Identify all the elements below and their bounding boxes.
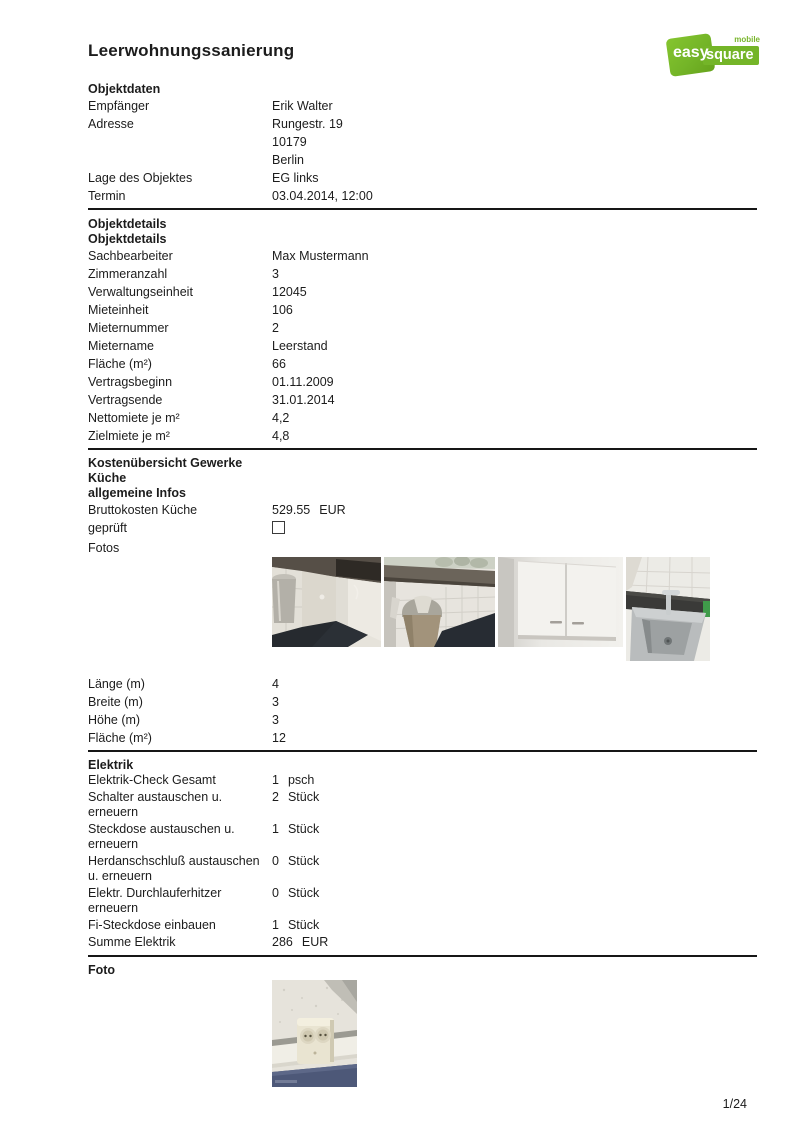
field-value <box>272 918 757 933</box>
row-sachbearbeiter <box>88 247 757 265</box>
field-value <box>272 519 757 539</box>
field-value: 3 <box>272 267 279 281</box>
field-label: Mietername <box>88 339 154 353</box>
field-label: Fotos <box>88 541 120 555</box>
field-label: Fläche (m²) <box>88 357 152 371</box>
row-flaeche-raum <box>88 729 757 747</box>
row-zimmeranzahl <box>88 265 757 283</box>
row-termin <box>88 187 757 205</box>
row-laenge <box>88 675 757 693</box>
field-value: 4,2 <box>272 411 290 425</box>
field-label: Lage des Objektes <box>88 171 193 185</box>
quantity-unit: Stück <box>287 918 320 932</box>
field-value: 66 <box>272 357 286 371</box>
logo-text-mobile: mobile <box>734 35 760 44</box>
field-value: 106 <box>272 303 293 317</box>
row-breite <box>88 693 757 711</box>
field-label: Termin <box>88 189 126 203</box>
document-content <box>88 40 757 1095</box>
field-label: geprüft <box>88 521 127 535</box>
field-value <box>272 854 757 869</box>
row-verwaltungseinheit <box>88 283 757 301</box>
field-value <box>272 501 757 519</box>
field-label: Sachbearbeiter <box>88 249 173 263</box>
section-elektrik <box>88 752 757 957</box>
quantity-unit: Stück <box>287 886 320 900</box>
room-measurements <box>88 675 757 747</box>
field-value <box>272 822 757 837</box>
field-label: Zielmiete je m² <box>88 429 170 443</box>
row-flaeche <box>88 355 757 373</box>
field-value: 12045 <box>272 285 307 299</box>
quantity-unit: Stück <box>287 822 320 836</box>
field-value <box>272 790 757 805</box>
field-value: EG links <box>272 171 319 185</box>
row-nettomiete <box>88 409 757 427</box>
field-label: Mieternummer <box>88 321 169 335</box>
field-label: Vertragsbeginn <box>88 375 173 389</box>
quantity-unit: Stück <box>287 854 320 868</box>
field-value: 3 <box>272 713 279 727</box>
field-value: 12 <box>272 731 286 745</box>
section-heading: Kostenübersicht Gewerke <box>88 456 243 470</box>
field-label: Breite (m) <box>88 695 143 709</box>
field-label: Elektrik-Check Gesamt <box>88 773 216 787</box>
quantity: 1 <box>272 822 279 836</box>
field-label: Fi-Steckdose einbauen <box>88 918 216 932</box>
field-value: Max Mustermann <box>272 249 369 263</box>
field-value: 01.11.2009 <box>272 375 334 389</box>
row-mietername <box>88 337 757 355</box>
waste-bin-photo <box>384 557 495 647</box>
section-heading: Foto <box>88 963 116 977</box>
power-outlet-photo <box>272 980 357 1087</box>
section-kosten-kueche <box>88 450 757 752</box>
field-value <box>272 935 757 950</box>
section-heading: Elektrik <box>88 758 134 772</box>
page-title: Leerwohnungssanierung <box>88 41 295 60</box>
field-label: Bruttokosten Küche <box>88 503 198 517</box>
field-label: Schalter austauschen u. erneuern <box>88 790 223 819</box>
row-hoehe <box>88 711 757 729</box>
field-value <box>272 773 757 788</box>
field-value: 03.04.2014, 12:00 <box>272 189 373 203</box>
row-vertragsbeginn <box>88 373 757 391</box>
field-value: 10179 <box>272 135 307 149</box>
quantity: 0 <box>272 886 279 900</box>
currency-unit: EUR <box>319 503 346 517</box>
field-value: Leerstand <box>272 339 328 353</box>
row-adresse <box>88 115 757 133</box>
field-label: Nettomiete je m² <box>88 411 180 425</box>
wall-cabinets-photo <box>498 557 623 647</box>
row-empfaenger <box>88 97 757 115</box>
field-value: 4 <box>272 677 279 691</box>
field-label: Vertragsende <box>88 393 163 407</box>
kitchen-photo-strip <box>272 557 757 661</box>
row-mieternummer <box>88 319 757 337</box>
row-bruttokosten <box>88 501 757 519</box>
section-subsubheading: allgemeine Infos <box>88 486 186 500</box>
quantity: 0 <box>272 854 279 868</box>
row-elektrik-check <box>88 773 757 788</box>
section-subheading: Objektdetails <box>88 232 167 246</box>
row-vertragsende <box>88 391 757 409</box>
logo-text-easy: easy <box>673 44 709 61</box>
field-value: Berlin <box>272 153 304 167</box>
row-summe-elektrik <box>88 935 757 950</box>
field-label: Empfänger <box>88 99 150 113</box>
field-label: Zimmeranzahl <box>88 267 168 281</box>
row-adresse-plz <box>88 133 757 151</box>
field-label: Höhe (m) <box>88 713 141 727</box>
field-label: Mieteinheit <box>88 303 149 317</box>
row-adresse-ort <box>88 151 757 169</box>
quantity: 2 <box>272 790 279 804</box>
row-mieteinheit <box>88 301 757 319</box>
field-label: Herdanschschluß austauschen u. erneuern <box>88 854 260 883</box>
sink-photo <box>626 557 710 661</box>
field-value: 3 <box>272 695 279 709</box>
amount: 529.55 <box>272 503 311 517</box>
row-fotos <box>88 539 757 557</box>
row-geprueft <box>88 519 757 539</box>
kitchen-corner-photo <box>272 557 381 647</box>
page-number: 1/24 <box>722 1097 747 1111</box>
section-objektdaten <box>88 82 757 210</box>
foto-container <box>272 980 757 1092</box>
row-lage <box>88 169 757 187</box>
quantity-unit: psch <box>287 773 315 787</box>
field-label: Summe Elektrik <box>88 935 176 949</box>
section-heading: Objektdaten <box>88 82 161 96</box>
row-herdanschluss <box>88 854 757 884</box>
quantity: 1 <box>272 773 279 787</box>
field-label: Adresse <box>88 117 134 131</box>
quantity-unit: Stück <box>287 790 320 804</box>
section-subheading: Küche <box>88 471 127 485</box>
row-schalter <box>88 790 757 820</box>
currency-unit: EUR <box>301 935 329 949</box>
field-value: Erik Walter <box>272 99 333 113</box>
field-label: Steckdose austauschen u. erneuern <box>88 822 235 851</box>
field-label: Elektr. Durchlauferhitzer erneuern <box>88 886 222 915</box>
row-durchlauferhitzer <box>88 886 757 916</box>
field-label: Fläche (m²) <box>88 731 152 745</box>
field-label: Verwaltungseinheit <box>88 285 193 299</box>
field-value: 31.01.2014 <box>272 393 335 407</box>
row-zielmiete <box>88 427 757 445</box>
quantity: 1 <box>272 918 279 932</box>
row-steckdose <box>88 822 757 852</box>
logo-text-square: square <box>706 47 754 63</box>
geprueft-checkbox[interactable] <box>272 521 285 534</box>
field-value: 4,8 <box>272 429 290 443</box>
section-objektdetails <box>88 210 757 450</box>
row-fi-steckdose <box>88 918 757 933</box>
field-value <box>272 886 757 901</box>
field-value: Rungestr. 19 <box>272 117 343 131</box>
field-value: 2 <box>272 321 279 335</box>
field-label: Länge (m) <box>88 677 145 691</box>
section-heading: Objektdetails <box>88 217 167 231</box>
section-foto <box>88 957 757 1095</box>
amount: 286 <box>272 935 293 949</box>
